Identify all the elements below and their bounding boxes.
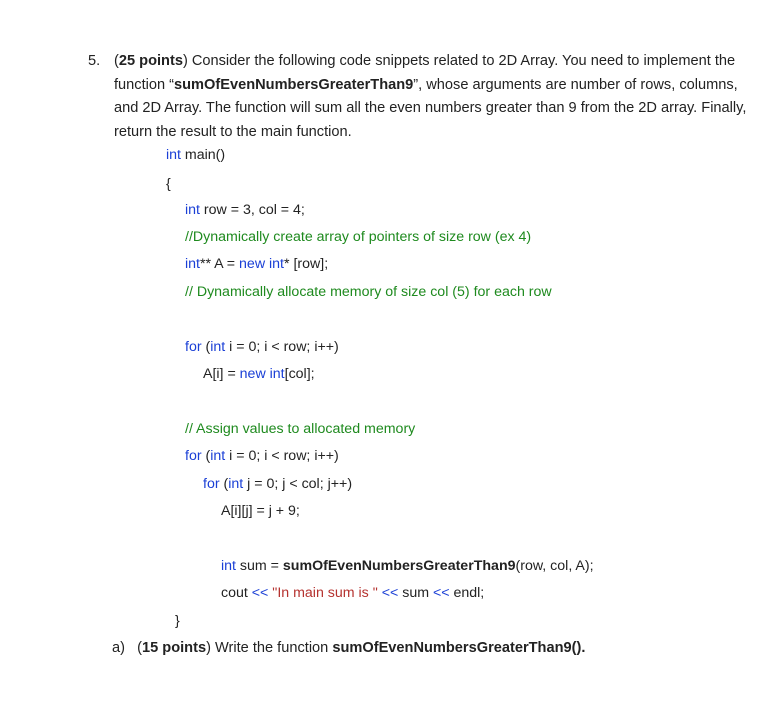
code-line-for-rows: for (int i = 0; i < row; i++): [185, 339, 339, 355]
code-line-sum: int sum = sumOfEvenNumbersGreaterThan9(row, col, A);: [221, 558, 594, 574]
code-line-assign: A[i][j] = j + 9;: [221, 503, 300, 519]
part-a-label: a): [112, 640, 125, 656]
code-comment-allocate: // Dynamically allocate memory of size col (5) for each row: [185, 284, 552, 300]
part-a-points: 15 points: [142, 640, 207, 656]
code-line-open-brace: {: [166, 176, 171, 192]
code-line-for-i: for (int i = 0; i < row; i++): [185, 448, 339, 464]
code-line-cout: cout << "In main sum is " << sum << endl;: [221, 585, 485, 601]
code-line-alloc-row: A[i] = new int[col];: [203, 366, 315, 382]
question-function-name: sumOfEvenNumbersGreaterThan9: [174, 76, 414, 93]
code-line-for-j: for (int j = 0; j < col; j++): [203, 476, 353, 492]
code-line-main: int main(): [166, 147, 226, 163]
part-a: a) (15 points) Write the function sumOfEvenNumbersGreaterThan9().: [112, 640, 586, 656]
question-points: 25 points: [118, 53, 183, 69]
question-text: (25 points) Consider the following code snippets related to 2D Array. You need to implement the function “sumOfEvenNumbersGreaterThan9”, whose arguments are number of rows, columns, and 2D Array. The function will sum all the even numbers greater than 9 from the 2D array. Finally, return the result to the main function.: [114, 53, 747, 140]
part-a-function: sumOfEvenNumbersGreaterThan9().: [332, 640, 586, 656]
question-text-before: Consider the following code snippets related to 2D Array. You need to implement the function “: [114, 53, 736, 93]
code-comment-assign: // Assign values to allocated memory: [185, 421, 416, 437]
code-line-row-col: int row = 3, col = 4;: [185, 202, 305, 218]
question-5: [88, 50, 758, 144]
code-comment-create: //Dynamically create array of pointers of size row (ex 4): [185, 229, 532, 245]
code-line-new-pointers: int** A = new int* [row];: [185, 256, 329, 272]
question-number: 5.: [88, 53, 101, 69]
code-line-close-brace: }: [175, 613, 180, 629]
question-text-after: ”, whose arguments are number of rows, columns, and 2D Array. The function will sum all the even numbers greater than 9 from the 2D array. Finally, return the result to the main function.: [114, 76, 747, 140]
part-a-text: Write the function: [215, 640, 333, 656]
